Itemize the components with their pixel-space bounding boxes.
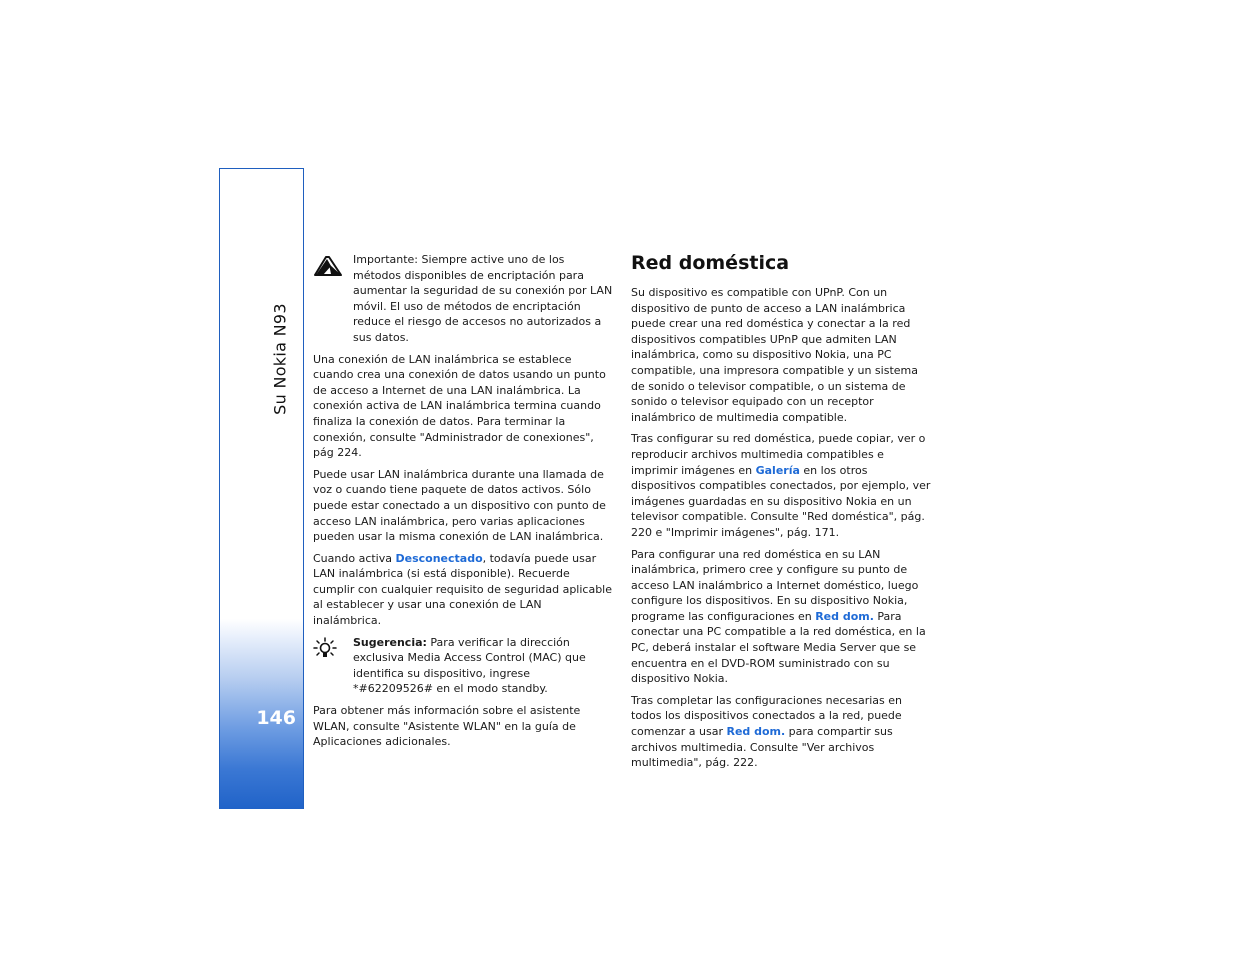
text-run: Tras completar las configuraciones necesarias en todos los dispositivos conectados a la red, puede comenzar a usar (631, 693, 902, 739)
paragraph (631, 547, 933, 687)
tip-icon (313, 637, 343, 661)
section-heading: Red doméstica (631, 252, 790, 274)
text-run: Cuando activa (313, 551, 396, 565)
tip-label: Sugerencia: (353, 635, 427, 649)
left-column (313, 252, 613, 756)
menu-option-link: Red dom. (815, 609, 874, 623)
paragraph: Para obtener más información sobre el asistente WLAN, consulte "Asistente WLAN" en la guía de Aplicaciones adicionales. (313, 704, 581, 749)
tip-text: Para verificar la dirección exclusiva Media Access Control (MAC) que identifica su dispositivo, ingrese *#62209526# en el modo standby. (353, 635, 586, 696)
chapter-sidebar (219, 168, 304, 809)
paragraph (313, 551, 613, 629)
warning-icon (313, 254, 343, 278)
text-run: Para conectar una PC compatible a la red doméstica, en la PC, deberá instalar el software Media Server que se encuentra en el DVD-ROM suministrado con su dispositivo Nokia. (631, 609, 926, 686)
paragraph: Una conexión de LAN inalámbrica se establece cuando crea una conexión de datos usando un punto de acceso a Internet de una LAN inalámbrica. La conexión activa de LAN inalámbrica termina cuando finaliza la conexión de datos. Para terminar la conexión, consulte "Administrador de conexiones", pág 224. (313, 352, 606, 460)
menu-option-link: Desconectado (395, 551, 483, 565)
text-run: Tras configurar su red doméstica, puede copiar, ver o reproducir archivos multimedia compatibles e imprimir imágenes en (631, 432, 926, 477)
page-number: 146 (256, 707, 296, 729)
right-column (631, 251, 933, 777)
warning-text: Importante: Siempre active uno de los métodos disponibles de encriptación para aumentar la seguridad de su conexión por LAN móvil. El uso de métodos de encriptación reduce el riesgo de accesos no autorizados a sus datos. (353, 253, 613, 344)
warning-note (313, 252, 613, 346)
paragraph: Su dispositivo es compatible con UPnP. Con un dispositivo de punto de acceso a LAN inalámbrica puede crear una red doméstica y conectar a la red dispositivos compatibles UPnP que admiten LAN inalámbrica, como su dispositivo Nokia, una PC compatible, una impresora compatible y un sistema de sonido o televisor compatible, o un sistema de sonido o televisor equipado con un receptor inalámbrico de multimedia compatible. (631, 286, 918, 424)
text-run: para compartir sus archivos multimedia. Consulte "Ver archivos multimedia", pág. 222. (631, 725, 893, 770)
text-run: , todavía puede usar LAN inalámbrica (si está disponible). Recuerde cumplir con cualquier requisito de seguridad aplicable al establecer y usar una conexión de LAN inalámbrica. (313, 551, 613, 628)
menu-option-link: Galería (755, 463, 800, 477)
tip-note (313, 635, 613, 697)
chapter-title: Su Nokia N93 (270, 303, 290, 415)
text-run: en los otros dispositivos compatibles conectados, por ejemplo, ver imágenes guardadas en su dispositivo Nokia en un televisor compatible. Consulte "Red doméstica", pág. 220 e "Imprimir imágenes", pág. 171. (631, 463, 931, 539)
menu-option-link: Red dom. (726, 725, 786, 739)
paragraph (631, 431, 933, 540)
paragraph: Puede usar LAN inalámbrica durante una llamada de voz o cuando tiene paquete de datos activos. Sólo puede estar conectado a un dispositivo con punto de acceso LAN inalámbrica, pero varias aplicaciones pueden usar la misma conexión de LAN inalámbrica. (313, 467, 606, 544)
paragraph (631, 693, 933, 771)
text-run: Para configurar una red doméstica en su LAN inalámbrica, primero cree y configure su punto de acceso LAN inalámbrico a Internet doméstico, luego configure los dispositivos. En su dispositivo Nokia, programe las configuraciones en (631, 547, 919, 623)
